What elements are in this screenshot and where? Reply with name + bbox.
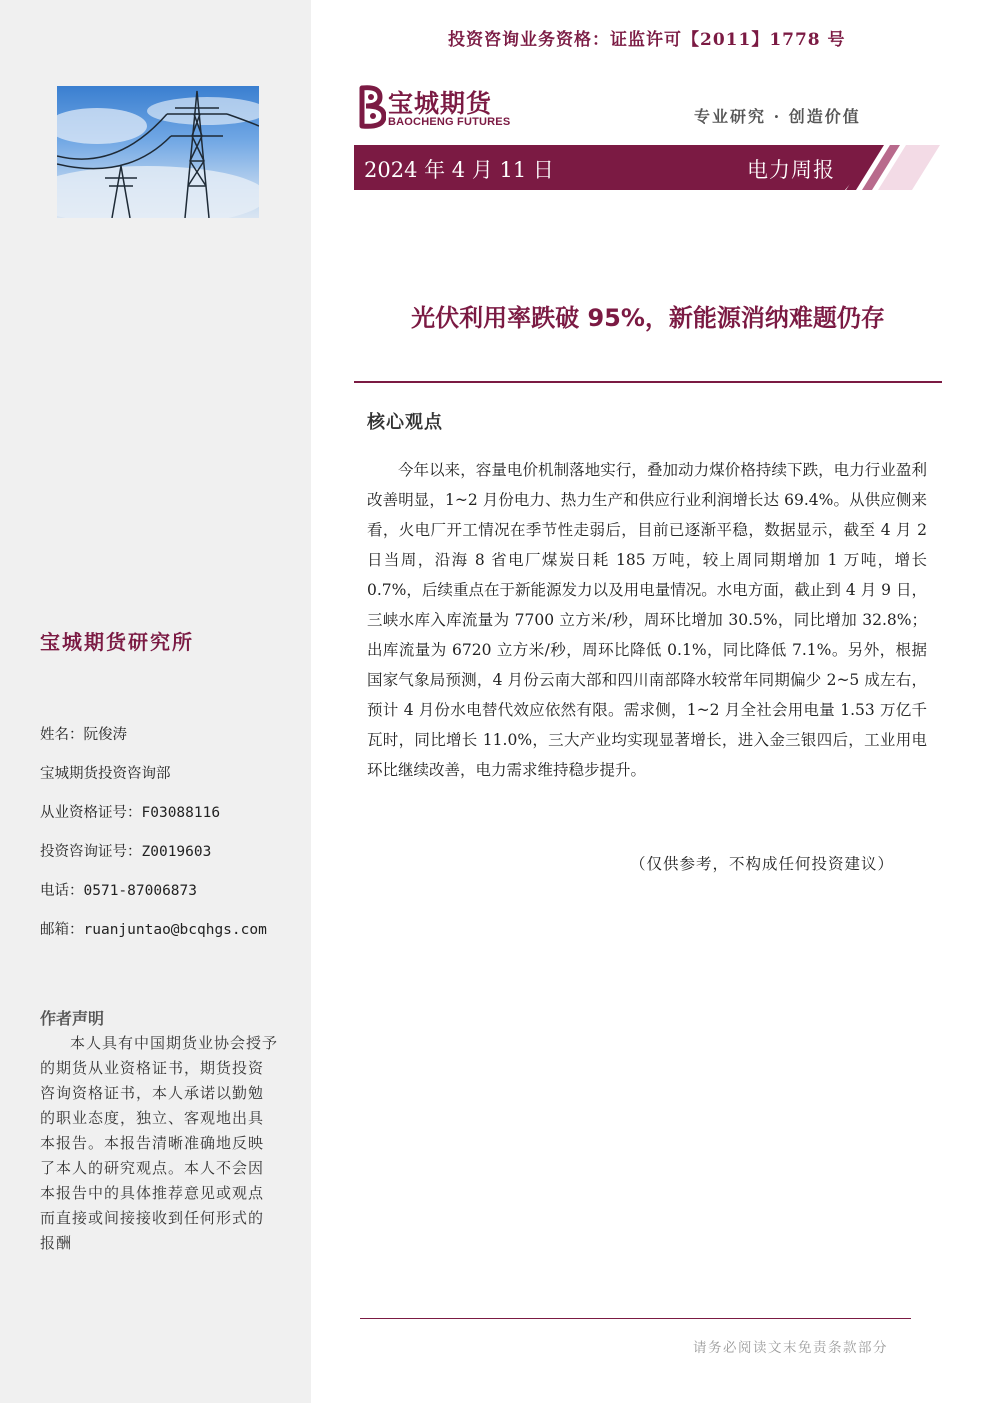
date-banner — [354, 145, 944, 190]
report-title: 光伏利用率跌破 95%，新能源消纳难题仍存 — [411, 304, 885, 332]
qualification-number: 从业资格证号：F03088116 — [40, 805, 221, 821]
title-divider — [354, 381, 942, 383]
analyst-info — [40, 725, 300, 959]
core-view-paragraph: 今年以来，容量电价机制落地实行，叠加动力煤价格持续下跌，电力行业盈利改善明显，1~2 月份电力、热力生产和供应行业利润增长达 69.4%。从供应侧来看，火电厂开工情况在季节性走弱后，目前已逐渐平稳，数据显示，截至 4 月 2 日当周，沿海 8 省电厂煤炭日耗 185 万吨，较上周同期增加 1 万吨，增长 0.7%，后续重点在于新能源发力以及用电量情况。水电方面，截止到 4 月 9 日，三峡水库入库流量为 7700 立方米/秒，周环比增加 30.5%，同比增加 32.8%；出库流量为 6720 立方米/秒，周环比降低 0.1%，同比降低 7.1%。另外，根据国家气象局预测，4 月份云南大部和四川南部降水较常年同期偏少 2~5 成左右，预计 4 月份水电替代效应依然有限。需求侧，1~2 月全社会用电量 1.53 万亿千瓦时，同比增长 11.0%，三大产业均实现显著增长，进入金三银四后，工业用电环比继续改善，电力需求维持稳步提升。 — [367, 461, 927, 779]
report-date: 2024 年 4 月 11 日 — [364, 158, 554, 182]
institute-name: 宝城期货研究所 — [40, 630, 194, 654]
logo-chinese-name: 宝城期货 — [388, 89, 493, 118]
analyst-department: 宝城期货投资咨询部 — [40, 766, 171, 782]
license-text: 投资咨询业务资格：证监许可【2011】1778 号 — [448, 30, 846, 50]
company-logo — [356, 84, 526, 134]
power-tower-photo — [57, 86, 259, 218]
declaration-text: 本人具有中国期货业协会授予的期货从业资格证书，期货投资咨询资格证书，本人承诺以勤勉的职业态度，独立、客观地出具本报告。本报告清晰准确地反映了本人的研究观点。本人不会因本报告中的具体推荐意见或观点而直接或间接接收到任何形式的报酬 — [40, 1034, 279, 1252]
banner-stripes-icon — [844, 145, 944, 190]
sidebar — [0, 0, 311, 1403]
investment-disclaimer-note: （仅供参考，不构成任何投资建议） — [630, 855, 895, 873]
logo-mark-icon — [356, 84, 386, 130]
slogan: 专业研究 · 创造价值 — [694, 107, 861, 126]
report-type: 电力周报 — [747, 158, 835, 182]
email-address[interactable]: 邮箱：ruanjuntao@bcqhgs.com — [40, 922, 267, 938]
logo-english-name: BAOCHENG FUTURES — [388, 116, 511, 128]
footer-divider — [360, 1318, 911, 1319]
section-heading: 核心观点 — [367, 412, 443, 433]
footer-text: 请务必阅读文末免责条款部分 — [693, 1340, 888, 1356]
declaration-title: 作者声明 — [40, 1009, 105, 1028]
analyst-name: 姓名：阮俊涛 — [40, 727, 127, 743]
phone-number: 电话：0571-87006873 — [40, 883, 197, 899]
consulting-certificate-number: 投资咨询证号：Z0019603 — [40, 844, 212, 860]
